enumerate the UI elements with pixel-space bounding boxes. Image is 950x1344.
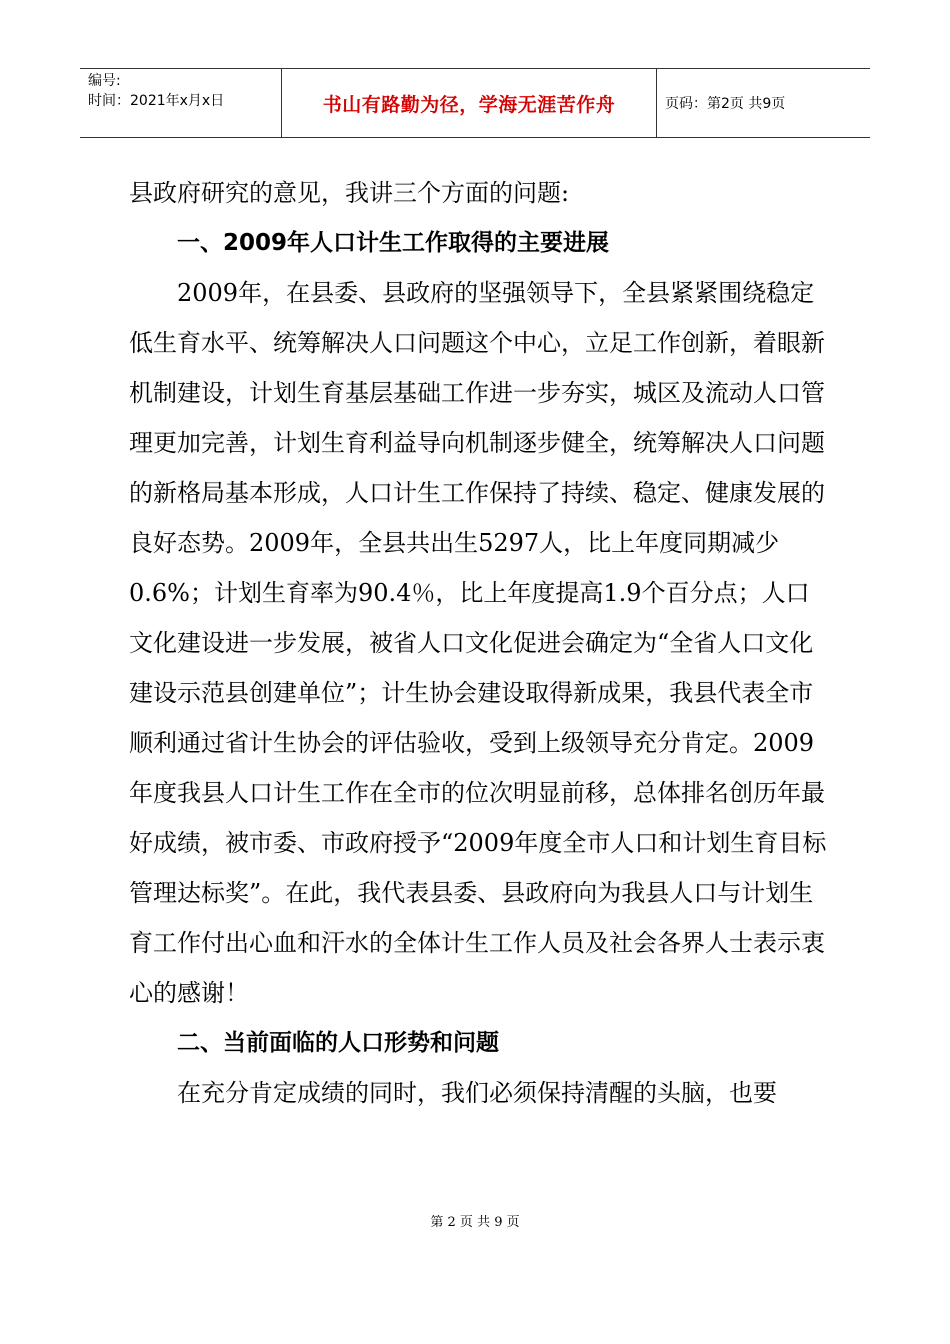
header-page-code: 页码：第2页 共9页 (665, 96, 786, 112)
document-header (80, 68, 870, 138)
document-body (129, 168, 829, 1118)
header-meta-cell (80, 69, 282, 137)
number-label: 编号: (88, 73, 121, 89)
intro-line: 县政府研究的意见，我讲三个方面的问题: (129, 179, 570, 207)
header-motto: 书山有路勤为径，学海无涯苦作舟 (282, 69, 657, 137)
paragraph-2: 在充分肯定成绩的同时，我们必须保持清醒的头脑，也要 (177, 1079, 777, 1107)
time-label: 时间：2021年x月x日 (88, 93, 225, 109)
section-heading-2: 二、当前面临的人口形势和问题 (177, 1030, 499, 1056)
page-footer: 第 2 页 共 9 页 (430, 1215, 520, 1230)
section-heading-1: 一、2009年人口计生工作取得的主要进展 (177, 230, 610, 256)
paragraph-1: 2009年，在县委、县政府的坚强领导下，全县紧紧围绕稳定低生育水平、统筹解决人口问题这个中心，立足工作创新，着眼新机制建设，计划生育基层基础工作进一步夯实，城区及流动人口管理更加完善，计划生育利益导向机制逐步健全，统筹解决人口问题的新格局基本形成，人口计生工作保持了持续、稳定、健康发展的良好态势。2009年，全县共出生5297人，比上年度同期减少0.6%；计划生育率为90.4％，比上年度提高1.9个百分点；人口文化建设进一步发展，被省人口文化促进会确定为“全省人口文化建设示范县创建单位”；计生协会建设取得新成果，我县代表全市顺利通过省计生协会的评估验收，受到上级领导充分肯定。2009年度我县人口计生工作在全市的位次明显前移，总体排名创历年最好成绩，被市委、市政府授予“2009年度全市人口和计划生育目标管理达标奖”。在此，我代表县委、县政府向为我县人口与计划生育工作付出心血和汗水的全体计生工作人员及社会各界人士表示衷心的感谢！ (129, 279, 827, 1007)
